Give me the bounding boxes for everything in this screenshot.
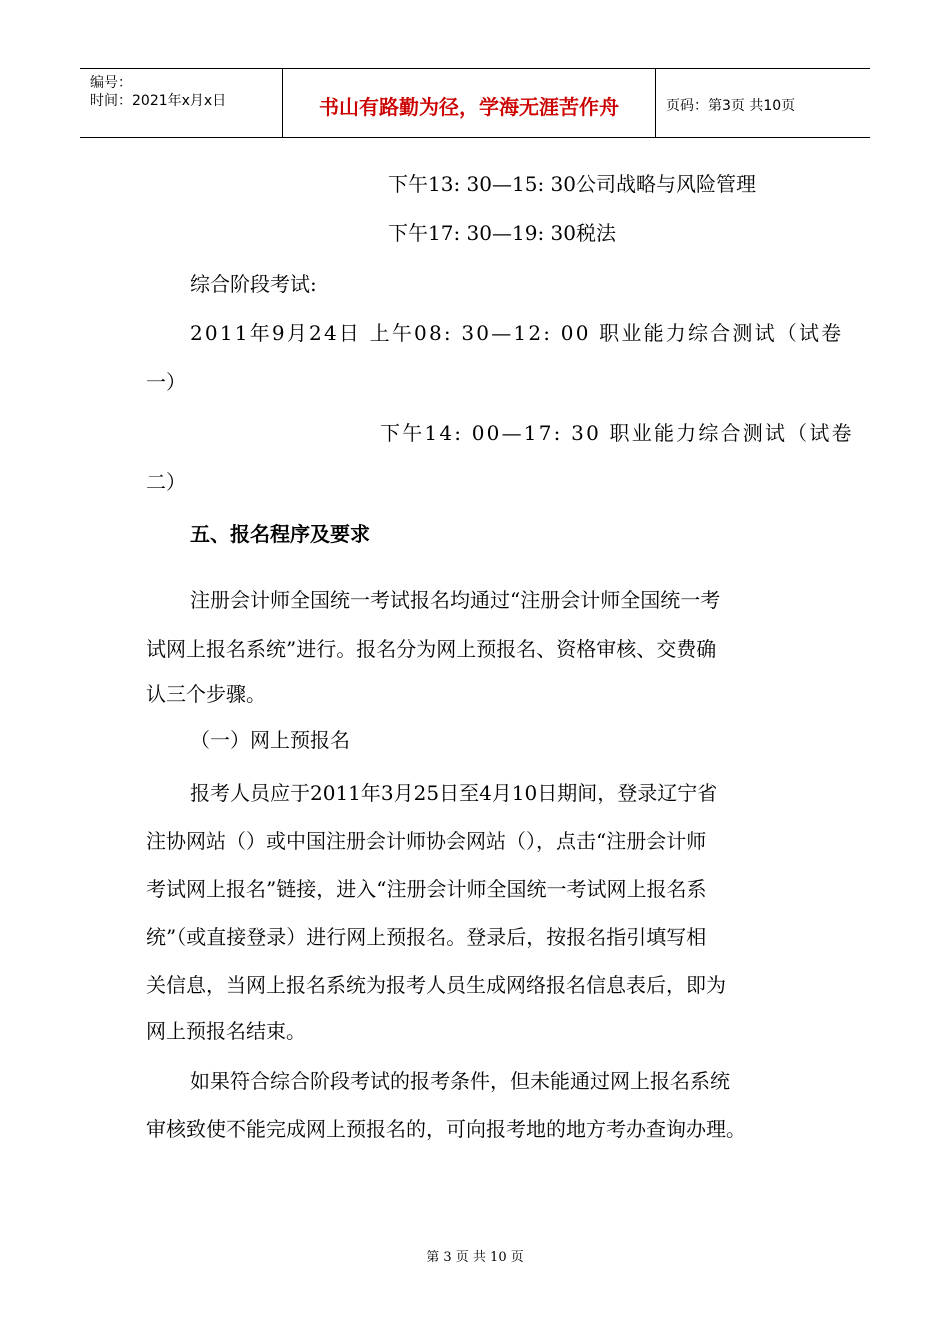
- paragraph-line: 考试网上报名”链接，进入“注册会计师全国统一考试网上报名系: [146, 877, 707, 901]
- paragraph-line: 试网上报名系统”进行。报名分为网上预报名、资格审核、交费确: [146, 637, 717, 661]
- document-time-label: 时间：2021年x月x日: [90, 93, 227, 109]
- comprehensive-afternoon-line-end: 二）: [146, 470, 186, 494]
- comprehensive-stage-heading: 综合阶段考试:: [190, 272, 317, 296]
- page-footer: 第 3 页 共 10 页: [426, 1250, 524, 1265]
- header-page-code: 页码：第3页 共10页: [666, 98, 796, 114]
- document-number-label: 编号：: [90, 75, 132, 91]
- page-header: [80, 68, 870, 138]
- comprehensive-morning-line-end: 一）: [146, 370, 186, 394]
- paragraph-line: 注册会计师全国统一考试报名均通过“注册会计师全国统一考: [190, 588, 721, 612]
- schedule-line-strategy: 下午13: 30—15: 30公司战略与风险管理: [388, 172, 756, 196]
- schedule-line-tax: 下午17: 30—19: 30税法: [388, 221, 616, 245]
- paragraph-line: 统”（或直接登录）进行网上预报名。登录后，按报名指引填写相: [146, 925, 707, 949]
- header-meta-cell: [80, 69, 283, 137]
- paragraph-line: 审核致使不能完成网上预报名的，可向报考地的地方考办查询办理。: [146, 1117, 746, 1141]
- section-heading-registration: 五、报名程序及要求: [190, 522, 370, 546]
- paragraph-line: 注协网站（）或中国注册会计师协会网站（），点击“注册会计师: [146, 829, 707, 853]
- subsection-heading-online-preregistration: （一）网上预报名: [190, 728, 350, 752]
- header-motto: 书山有路勤为径，学海无涯苦作舟: [283, 69, 656, 137]
- paragraph-line: 认三个步骤。: [146, 682, 266, 706]
- paragraph-line: 如果符合综合阶段考试的报考条件，但未能通过网上报名系统: [190, 1069, 730, 1093]
- comprehensive-afternoon-line: 下午14: 00—17: 30 职业能力综合测试（试卷: [380, 421, 854, 445]
- paragraph-line: 报考人员应于2011年3月25日至4月10日期间，登录辽宁省: [190, 781, 718, 805]
- paragraph-line: 关信息，当网上报名系统为报考人员生成网络报名信息表后，即为: [146, 973, 726, 997]
- comprehensive-morning-line: 2011年9月24日 上午08: 30—12: 00 职业能力综合测试（试卷: [190, 321, 844, 345]
- paragraph-line: 网上预报名结束。: [146, 1019, 306, 1043]
